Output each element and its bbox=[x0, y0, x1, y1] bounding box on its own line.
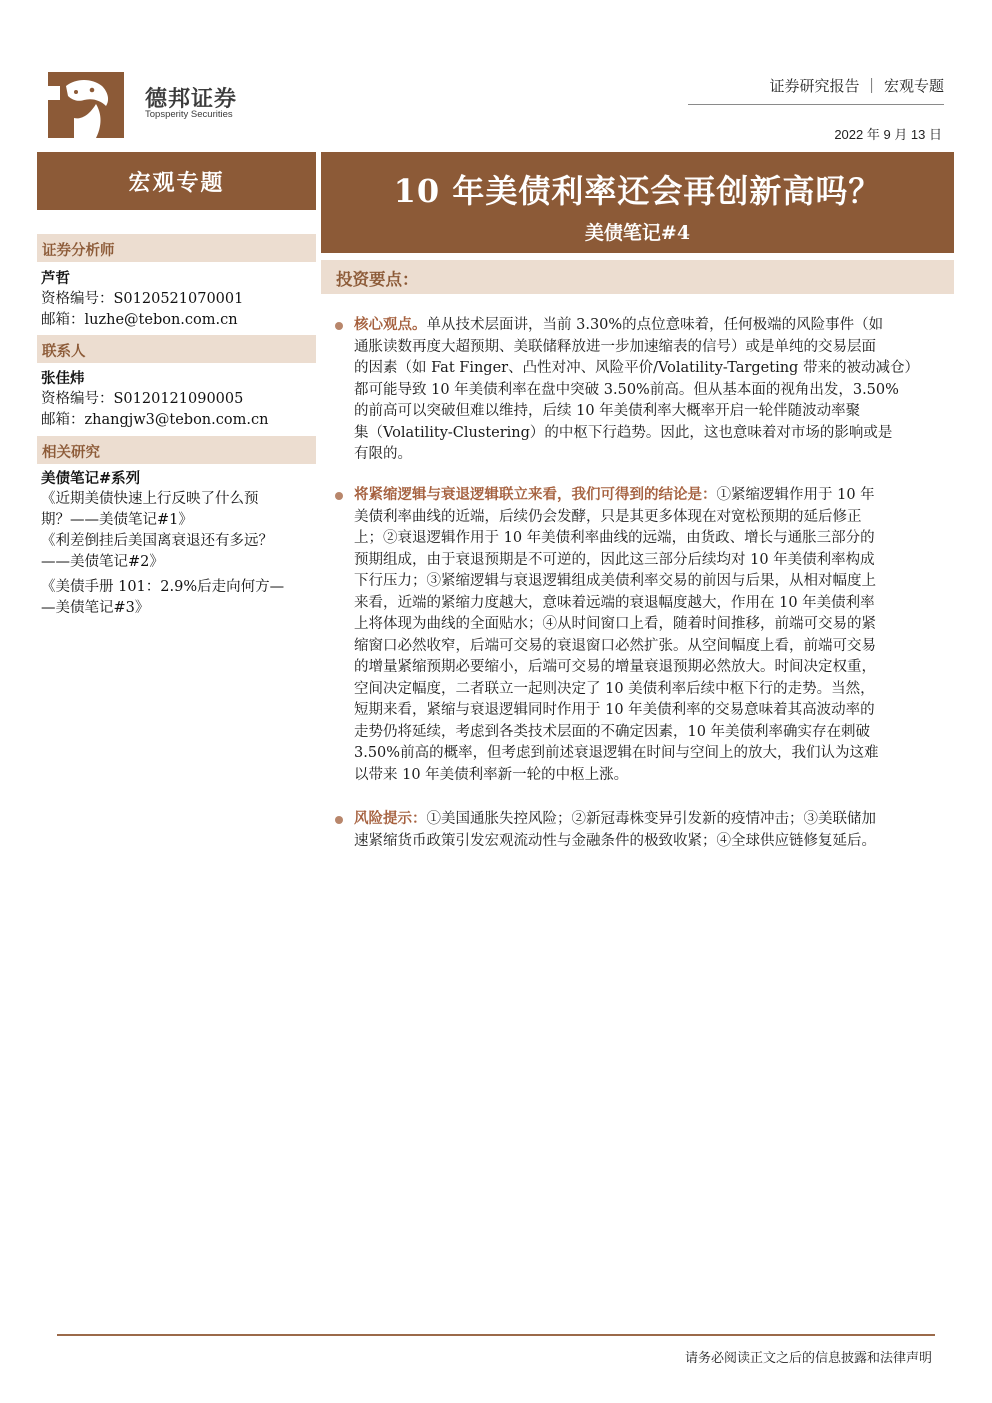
point-line: 缩窗口必然收窄，后端可交易的衰退窗口必然扩张。从空间幅度上看，前端可交易 bbox=[354, 637, 876, 654]
title-banner bbox=[321, 152, 954, 253]
point-line: 都可能导致 10 年美债利率在盘中突破 3.50%前高。但从基本面的视角出发，3.50% bbox=[354, 381, 899, 398]
point-line: 核心观点。单从技术层面讲，当前 3.30%的点位意味着，任何极端的风险事件（如 bbox=[354, 316, 884, 333]
related-item[interactable]: 期？——美债笔记#1》 bbox=[41, 512, 193, 528]
topsperity-logo-icon bbox=[46, 70, 126, 140]
analyst-name: 芦哲 bbox=[41, 270, 70, 287]
point-line: 美债利率曲线的近端，后续仍会发酵，只是其更多体现在对宽松预期的延后修正 bbox=[354, 508, 862, 525]
point-line: 下行压力；③紧缩逻辑与衰退逻辑组成美债利率交易的前因与后果，从相对幅度上 bbox=[354, 573, 876, 589]
related-header: 相关研究 bbox=[37, 436, 316, 464]
point-line: 来看，近端的紧缩力度越大，意味着远端的衰退幅度越大，作用在 10 年美债利率 bbox=[354, 594, 875, 611]
brand-name-en: Topsperity Securities bbox=[145, 109, 233, 120]
point-risk bbox=[354, 808, 945, 852]
related-series: 美债笔记#系列 bbox=[41, 470, 141, 487]
bullet-icon bbox=[335, 322, 343, 330]
related-item[interactable]: 《近期美债快速上行反映了什么预 bbox=[41, 491, 259, 507]
analyst-header: 证券分析师 bbox=[37, 234, 316, 262]
footer-divider bbox=[57, 1334, 935, 1336]
header-divider bbox=[688, 104, 944, 105]
contact-license: 资格编号：S0120121090005 bbox=[41, 391, 244, 407]
related-item[interactable]: 《利差倒挂后美国离衰退还有多远？ bbox=[41, 533, 273, 549]
point-line: 短期来看，紧缩与衰退逻辑同时作用于 10 年美债利率的交易意味着其高波动率的 bbox=[354, 702, 875, 718]
related-item[interactable]: 《美债手册 101：2.9%后走向何方— bbox=[41, 579, 285, 595]
point-line: 的因素（如 Fat Finger、凸性对冲、风险平价/Volatility-Targeting 带来的被动减仓） bbox=[354, 360, 919, 376]
point-line: 走势仍将延续，考虑到各类技术层面的不确定因素，10 年美债利率确实存在刺破 bbox=[354, 723, 871, 740]
page-title: 10 年美债利率还会再创新高吗？ bbox=[393, 172, 882, 210]
point-lead: 将紧缩逻辑与衰退逻辑联立来看，我们可得到的结论是： bbox=[354, 486, 717, 503]
point-line: 通胀读数再度大超预期、美联储释放进一步加速缩表的信号）或是单纯的交易层面 bbox=[354, 338, 876, 355]
point-lead: 风险提示： bbox=[354, 810, 427, 827]
contact-header: 联系人 bbox=[37, 335, 316, 363]
point-line: 集（Volatility-Clustering）的中枢下行趋势。因此，这也意味着对市场的影响或是 bbox=[354, 424, 893, 441]
point-line: 上；②衰退逻辑作用于 10 年美债利率曲线的远端，由货政、增长与通胀三部分的 bbox=[354, 530, 875, 546]
disclaimer-note: 请务必阅读正文之后的信息披露和法律声明 bbox=[684, 1351, 932, 1366]
analyst-license: 资格编号：S0120521070001 bbox=[41, 291, 244, 307]
point-line: 速紧缩货币政策引发宏观流动性与金融条件的极致收紧；④全球供应链修复延后。 bbox=[354, 832, 876, 849]
point-line: 预期组成，由于衰退预期是不可逆的，因此这三部分后续均对 10 年美债利率构成 bbox=[354, 551, 875, 568]
point-line: 上将体现为曲线的全面贴水；④从时间窗口上看，随着时间推移，前端可交易的紧 bbox=[354, 616, 876, 632]
category-banner: 宏观专题 bbox=[37, 152, 316, 210]
point-line: 将紧缩逻辑与衰退逻辑联立来看，我们可得到的结论是：①紧缩逻辑作用于 10 年 bbox=[354, 486, 875, 503]
analyst-email[interactable]: 邮箱：luzhe@tebon.com.cn bbox=[41, 312, 238, 328]
page-subtitle: 美债笔记#4 bbox=[584, 222, 691, 244]
point-line: 风险提示：①美国通胀失控风险；②新冠毒株变异引发新的疫情冲击；③美联储加 bbox=[354, 810, 876, 827]
point-line: 3.50%前高的概率，但考虑到前述衰退逻辑在时间与空间上的放大，我们认为这难 bbox=[354, 745, 879, 761]
related-item[interactable]: —美债笔记#3》 bbox=[41, 600, 150, 616]
point-line: 空间决定幅度，二者联立一起则决定了 10 美债利率后续中枢下行的走势。当然， bbox=[354, 680, 875, 697]
bullet-icon bbox=[335, 816, 343, 824]
point-line: 的前高可以突破但难以维持，后续 10 年美债利率大概率开启一轮伴随波动率聚 bbox=[354, 403, 861, 419]
bullet-icon bbox=[335, 492, 343, 500]
related-item[interactable]: ——美债笔记#2》 bbox=[41, 554, 164, 570]
report-date: 2022 年 9 月 13 日 bbox=[834, 127, 942, 142]
point-lead: 核心观点。 bbox=[354, 316, 427, 333]
contact-email[interactable]: 邮箱：zhangjw3@tebon.com.cn bbox=[41, 412, 269, 428]
point-conclusion bbox=[354, 484, 945, 786]
report-type: 证券研究报告 ｜ 宏观专题 bbox=[769, 77, 944, 95]
contact-name: 张佳炜 bbox=[41, 370, 85, 387]
point-line: 的增量紧缩预期必要缩小，后端可交易的增量衰退预期必然放大。时间决定权重， bbox=[354, 659, 876, 675]
point-line: 以带来 10 年美债利率新一轮的中枢上涨。 bbox=[354, 766, 629, 783]
brand-name: 德邦证券 bbox=[145, 87, 238, 112]
invest-header: 投资要点： bbox=[321, 260, 954, 294]
point-line: 有限的。 bbox=[354, 446, 412, 462]
point-core-view bbox=[354, 314, 945, 466]
